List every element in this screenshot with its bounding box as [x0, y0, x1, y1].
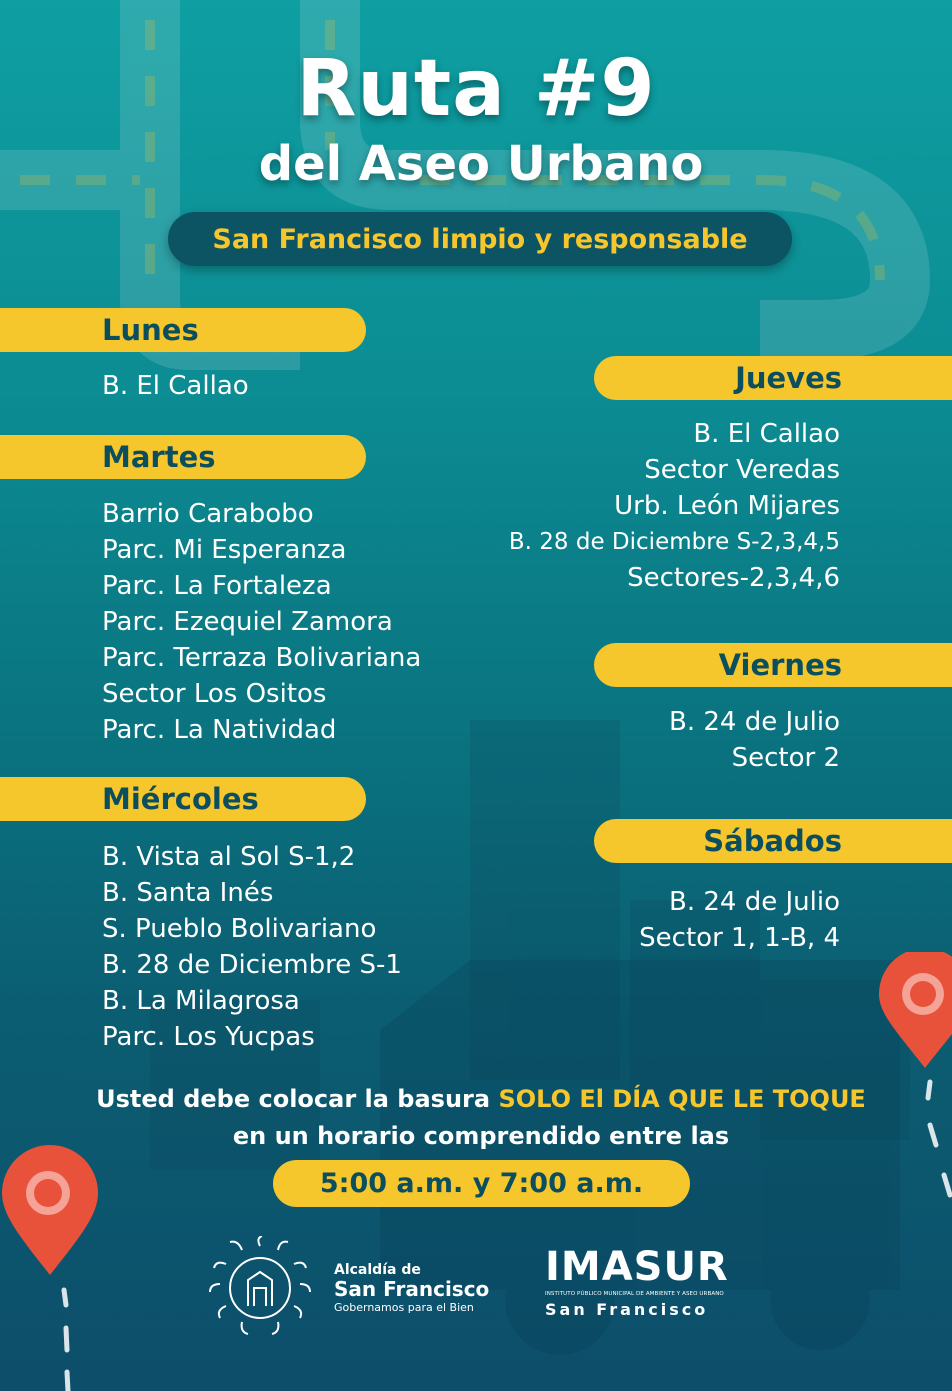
route-list-jueves	[509, 416, 840, 596]
list-item: Sector 2	[731, 743, 840, 773]
notice-line-2: en un horario comprendido entre las	[232, 1122, 730, 1150]
imasur-name: IMASUR	[545, 1244, 729, 1290]
list-item: B. El Callao	[693, 419, 840, 449]
route-list-martes	[102, 496, 421, 748]
slogan-badge: San Francisco limpio y responsable	[168, 212, 792, 266]
list-item: Barrio Carabobo	[102, 499, 314, 529]
list-item: B. 24 de Julio	[669, 707, 840, 737]
list-item: Sector Los Ositos	[102, 679, 327, 709]
notice-text: Usted debe colocar la basura	[96, 1085, 499, 1113]
day-tab-miercoles: Miércoles	[0, 777, 366, 821]
route-list-lunes	[102, 368, 249, 404]
list-item: S. Pueblo Bolivariano	[102, 914, 377, 944]
list-item: B. 24 de Julio	[669, 887, 840, 917]
alcaldia-line2: San Francisco	[334, 1277, 490, 1301]
route-list-miercoles	[102, 839, 402, 1055]
list-item: Parc. Terraza Bolivariana	[102, 643, 422, 673]
page-title: Ruta #9	[296, 44, 656, 134]
list-item: Sectores-2,3,4,6	[627, 563, 840, 593]
imasur-city: San Francisco	[545, 1300, 709, 1319]
day-tab-lunes: Lunes	[0, 308, 366, 352]
route-list-viernes	[669, 704, 840, 776]
day-tab-jueves: Jueves	[594, 356, 952, 400]
list-item: B. 28 de Diciembre S-1	[102, 950, 402, 980]
list-item: Parc. La Fortaleza	[102, 571, 332, 601]
imasur-logo	[545, 1244, 729, 1330]
list-item: Sector Veredas	[644, 455, 840, 485]
notice-line-1	[0, 1081, 952, 1117]
imasur-description: INSTITUTO PÚBLICO MUNICIPAL DE AMBIENTE Y ASEO URBANO	[545, 1291, 724, 1297]
list-item: Sector 1, 1-B, 4	[639, 923, 840, 953]
list-item: B. La Milagrosa	[102, 986, 300, 1016]
notice-highlight: SOLO El DÍA QUE LE TOQUE	[498, 1085, 866, 1113]
list-item: Parc. La Natividad	[102, 715, 337, 745]
time-range-badge: 5:00 a.m. y 7:00 a.m.	[273, 1160, 690, 1207]
list-item: Parc. Los Yucpas	[102, 1022, 315, 1052]
day-tab-sabados: Sábados	[594, 819, 952, 863]
map-pin-icon	[0, 1145, 102, 1280]
list-item: B. El Callao	[102, 371, 249, 401]
list-item: Parc. Ezequiel Zamora	[102, 607, 393, 637]
alcaldia-logo	[198, 1236, 498, 1336]
list-item: B. 28 de Diciembre S-2,3,4,5	[508, 529, 840, 555]
list-item: Urb. León Mijares	[614, 491, 840, 521]
list-item: B. Vista al Sol S-1,2	[102, 842, 356, 872]
alcaldia-line1: Alcaldía de	[334, 1262, 421, 1278]
list-item: B. Santa Inés	[102, 878, 274, 908]
day-tab-viernes: Viernes	[594, 643, 952, 687]
alcaldia-tagline: Gobernamos para el Bien	[334, 1301, 474, 1314]
day-tab-martes: Martes	[0, 435, 366, 479]
route-list-sabados	[639, 884, 840, 956]
map-pin-icon	[877, 952, 952, 1072]
sun-emblem-icon	[198, 1236, 328, 1336]
page-subtitle: del Aseo Urbano	[258, 136, 704, 192]
list-item: Parc. Mi Esperanza	[102, 535, 347, 565]
